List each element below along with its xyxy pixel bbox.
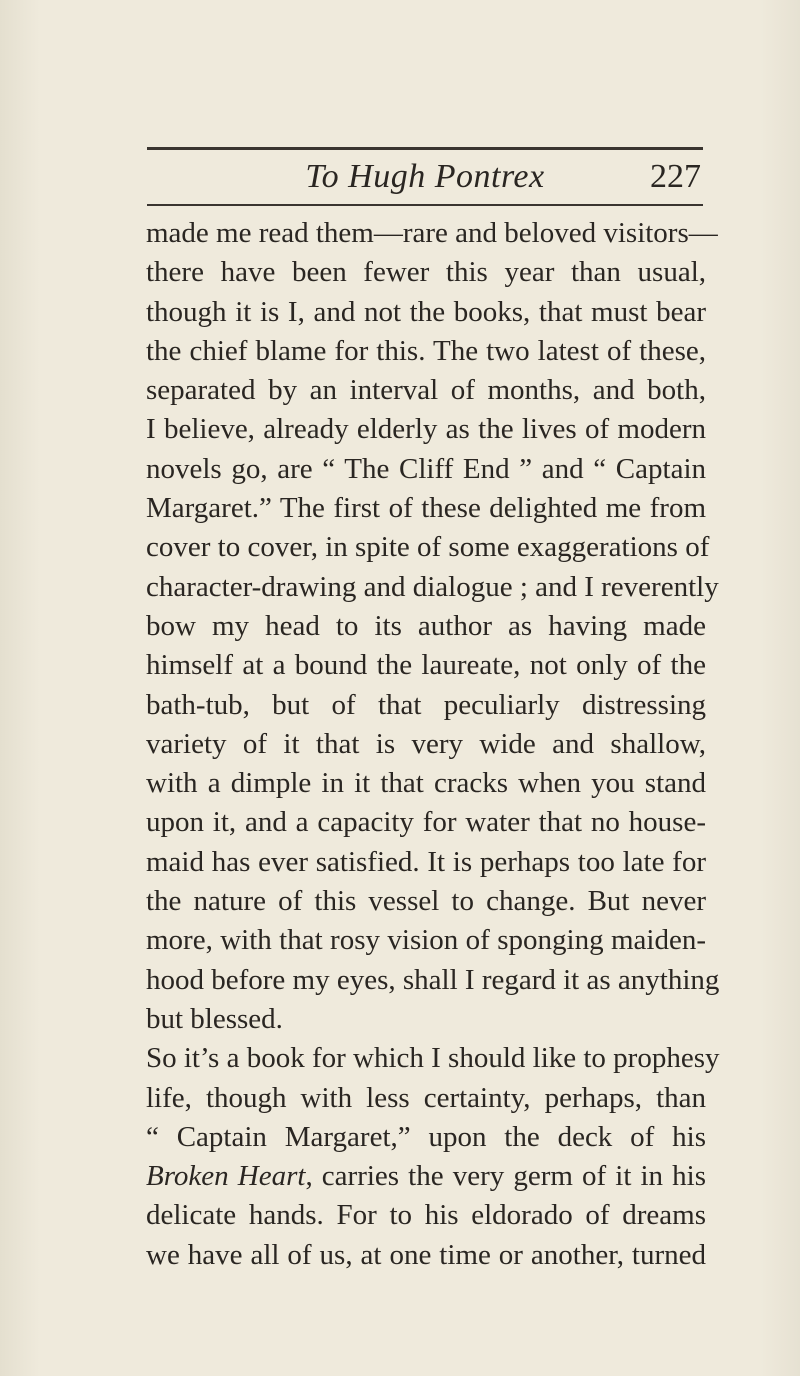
text-line: there have been fewer this year than usual, [146, 256, 706, 289]
text-line: maid has ever satisfied. It is perhaps too late for [146, 845, 706, 878]
text-line-with-title [146, 1157, 706, 1196]
text-line: separated by an interval of months, and both, [146, 374, 706, 407]
text-line: the nature of this vessel to change. But never [146, 885, 706, 918]
text-line: cover to cover, in spite of some exaggerations of [146, 531, 710, 564]
text-line: Margaret.” The first of these delighted me from [146, 492, 706, 525]
text-line: character-drawing and dialogue ; and I reverently [146, 570, 719, 603]
book-title-italic: Broken Heart [146, 1160, 306, 1193]
text-line: we have all of us, at one time or another, turned [146, 1238, 706, 1271]
text-line: but blessed. [146, 1002, 283, 1035]
text-line: the chief blame for this. The two latest of these, [146, 334, 706, 367]
text-line: bow my head to its author as having made [146, 609, 706, 642]
text-line: “ Captain Margaret,” upon the deck of his [146, 1120, 706, 1153]
running-head [147, 150, 703, 202]
text-line: hood before my eyes, shall I regard it as anything [146, 963, 720, 996]
body-text [146, 214, 720, 1275]
text-line: delicate hands. For to his eldorado of dreams [146, 1199, 706, 1232]
text-line: variety of it that is very wide and shallow, [146, 727, 706, 760]
text-fragment: , carries the very germ of it in his [305, 1160, 706, 1193]
text-line: made me read them—rare and beloved visitors— [146, 217, 718, 249]
text-line: himself at a bound the laureate, not only of the [146, 649, 706, 682]
page-number: 227 [650, 158, 701, 195]
text-line: novels go, are “ The Cliff End ” and “ Captain [146, 452, 706, 485]
text-line: So it’s a book for which I should like to prophesy [146, 1042, 720, 1075]
header-rule-bottom [147, 204, 703, 206]
text-line: with a dimple in it that cracks when you stand [146, 767, 706, 800]
text-line: I believe, already elderly as the lives of modern [146, 413, 706, 446]
running-title: To Hugh Pontrex [305, 158, 545, 195]
text-line: more, with that rosy vision of sponging maiden- [146, 924, 706, 957]
text-line: upon it, and a capacity for water that no house- [146, 806, 706, 839]
text-line: bath-tub, but of that peculiarly distressing [146, 688, 706, 721]
text-line: life, though with less certainty, perhaps, than [146, 1081, 706, 1114]
text-line: though it is I, and not the books, that must bear [146, 295, 706, 328]
